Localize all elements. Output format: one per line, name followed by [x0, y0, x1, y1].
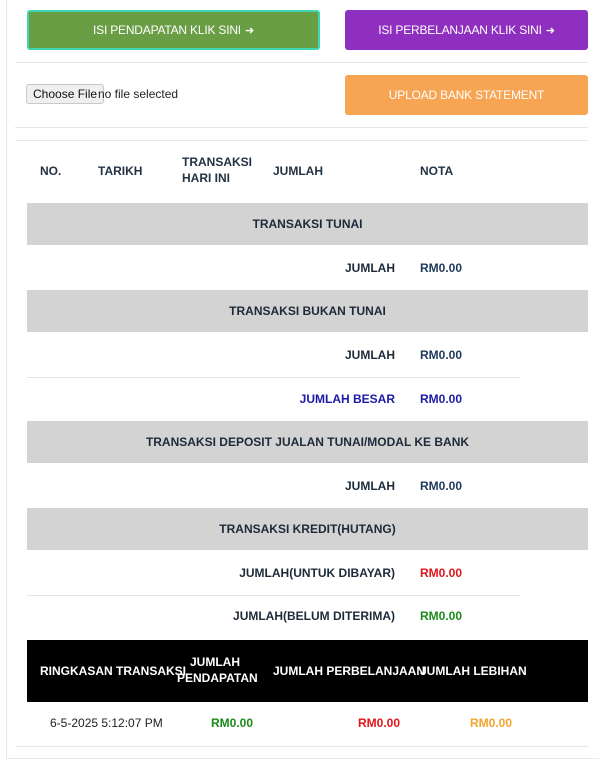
- col-header-tarikh: TARIKH: [98, 164, 143, 178]
- tunai-total-label: JUMLAH: [345, 261, 395, 275]
- col-header-nota: NOTA: [420, 164, 454, 178]
- summary-header-bar: [27, 640, 588, 702]
- col-header-jumlah: JUMLAH: [273, 164, 323, 178]
- divider: [15, 140, 588, 141]
- deposit-total-value: RM0.00: [420, 479, 463, 493]
- col-header-transaksi-line2: HARI INI: [182, 171, 230, 185]
- sign-in-icon: ➜: [244, 24, 254, 37]
- upload-bank-statement-button[interactable]: UPLOAD BANK STATEMENT: [345, 75, 588, 115]
- grand-total-value: RM0.00: [420, 392, 463, 406]
- kredit-diterima-value: RM0.00: [420, 609, 463, 623]
- row-divider: [27, 377, 520, 378]
- summary-header-perbelanjaan: JUMLAH PERBELANJAAN: [273, 664, 426, 678]
- col-header-transaksi: [182, 154, 252, 186]
- col-header-no: NO.: [40, 164, 62, 178]
- summary-pendapatan-value: RM0.00: [211, 716, 254, 730]
- section-transaksi-bukan-tunai: TRANSAKSI BUKAN TUNAI: [27, 290, 588, 332]
- col-header-transaksi-line1: TRANSAKSI: [182, 155, 253, 169]
- summary-header-lebihan: JUMLAH LEBIHAN: [420, 664, 527, 678]
- summary-header-pendapatan-line1: JUMLAH: [190, 655, 240, 669]
- summary-header-ringkasan: RINGKASAN TRANSAKSI: [40, 664, 187, 678]
- bukan-tunai-total-value: RM0.00: [420, 348, 463, 362]
- summary-lebihan-value: RM0.00: [470, 716, 513, 730]
- divider: [15, 746, 588, 747]
- summary-header-pendapatan-line2: PENDAPATAN: [177, 671, 258, 685]
- summary-header-pendapatan: [177, 654, 258, 686]
- choose-file-button[interactable]: Choose File: [26, 84, 104, 104]
- section-transaksi-tunai: TRANSAKSI TUNAI: [27, 203, 588, 245]
- income-entry-button[interactable]: [27, 10, 320, 50]
- kredit-dibayar-value: RM0.00: [420, 566, 463, 580]
- deposit-total-label: JUMLAH: [345, 479, 395, 493]
- summary-perbelanjaan-value: RM0.00: [358, 716, 401, 730]
- divider: [15, 62, 588, 63]
- divider: [15, 127, 588, 128]
- sign-in-icon: ➜: [545, 24, 555, 37]
- expense-entry-label: ISI PERBELANJAAN KLIK SINI: [378, 23, 542, 37]
- file-status-text: no file selected: [98, 87, 179, 101]
- grand-total-label: JUMLAH BESAR: [299, 392, 395, 406]
- bukan-tunai-total-label: JUMLAH: [345, 348, 395, 362]
- row-divider: [27, 595, 520, 596]
- section-transaksi-deposit: TRANSAKSI DEPOSIT JUALAN TUNAI/MODAL KE BANK: [27, 421, 588, 463]
- kredit-diterima-label: JUMLAH(BELUM DITERIMA): [233, 609, 395, 623]
- income-entry-label: ISI PENDAPATAN KLIK SINI: [93, 23, 241, 37]
- tunai-total-value: RM0.00: [420, 261, 463, 275]
- summary-datetime: 6-5-2025 5:12:07 PM: [50, 716, 163, 730]
- section-transaksi-kredit: TRANSAKSI KREDIT(HUTANG): [27, 508, 588, 550]
- expense-entry-button[interactable]: [345, 10, 588, 50]
- kredit-dibayar-label: JUMLAH(UNTUK DIBAYAR): [239, 566, 395, 580]
